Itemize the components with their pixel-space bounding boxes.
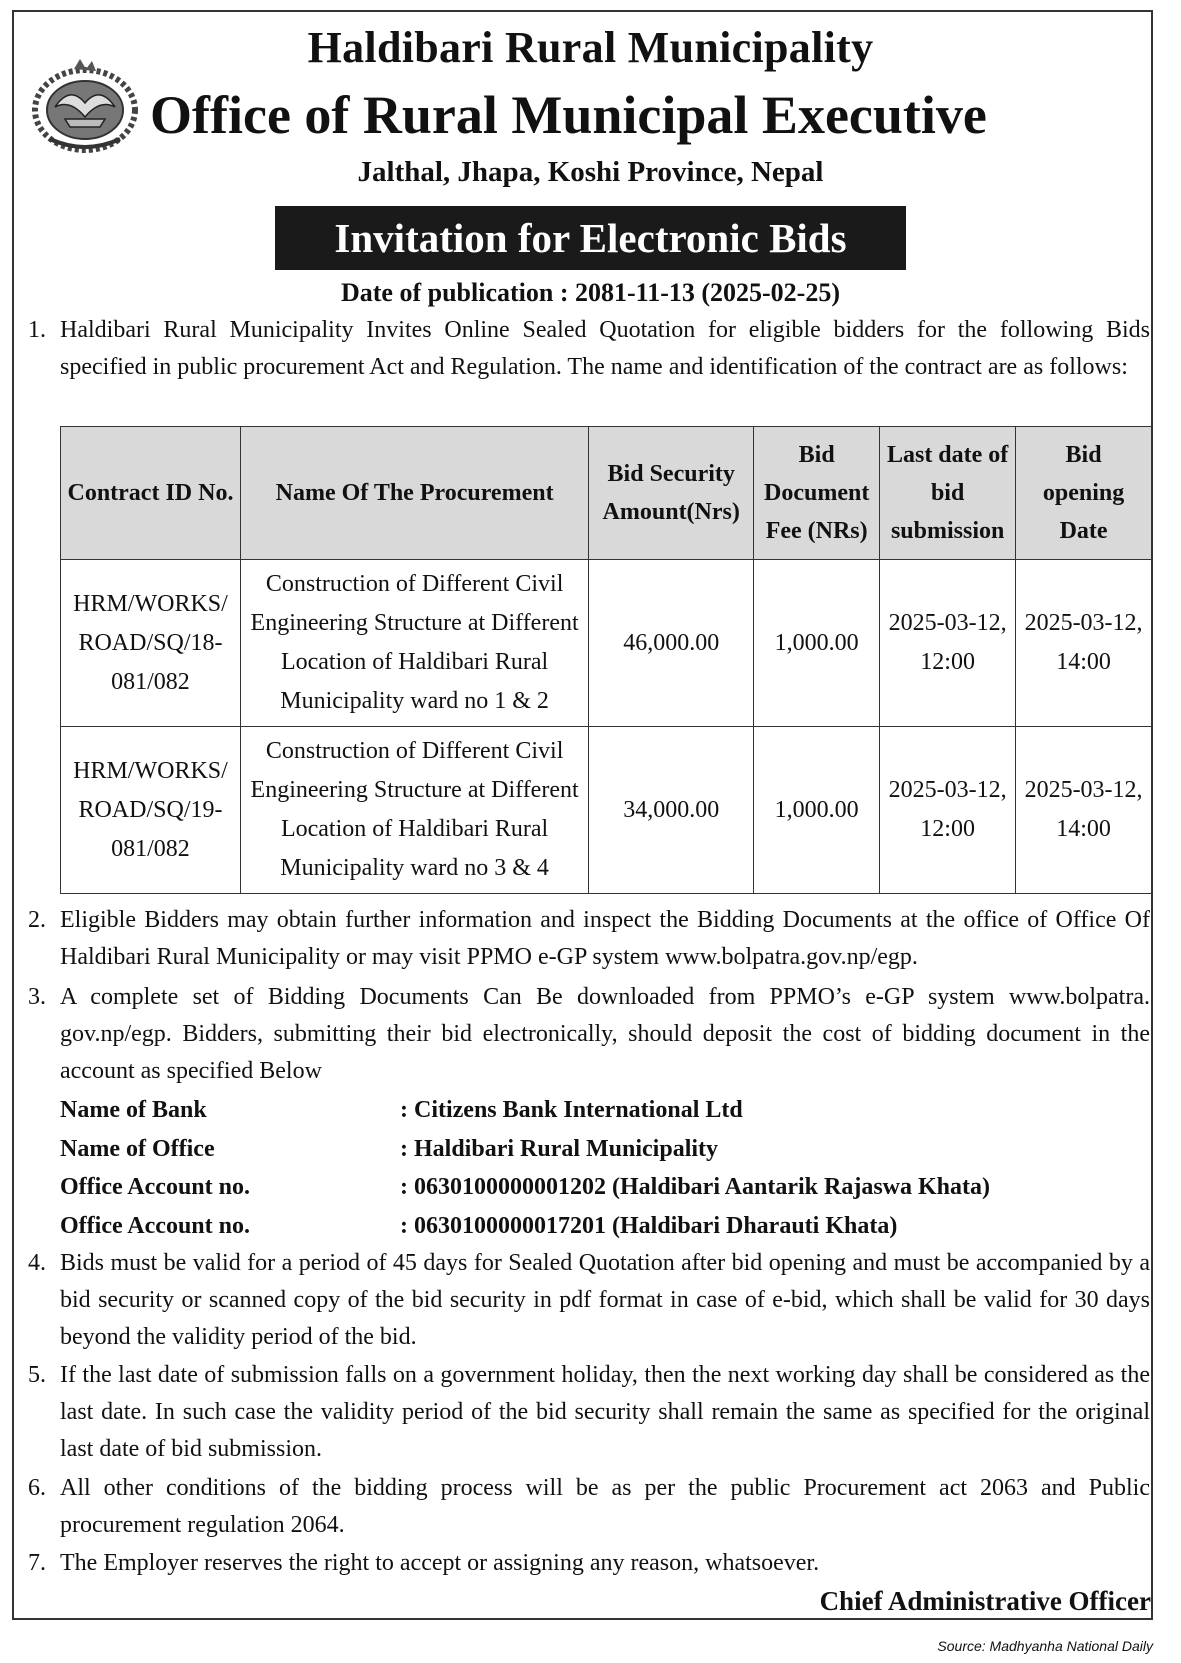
cell-contract-id: HRM/WORKS/ ROAD/SQ/18- 081/082 [61, 560, 241, 727]
bank-value: : Haldibari Rural Municipality [400, 1135, 719, 1162]
cell-bid-security: 34,000.00 [589, 727, 754, 894]
notice-title-banner: Invitation for Electronic Bids [275, 206, 906, 270]
publication-date: Date of publication : 2081-11-13 (2025-02-25) [340, 278, 840, 307]
clause-number: 3. [28, 984, 46, 1010]
table-row [61, 727, 1152, 894]
clause-2 [28, 902, 1150, 976]
office-name: Office of Rural Municipal Executive [150, 85, 987, 145]
bank-label: Office Account no. [60, 1212, 250, 1239]
clause-number: 5. [28, 1362, 46, 1388]
clause-5 [28, 1357, 1150, 1468]
bank-label: Name of Office [60, 1135, 215, 1162]
clause-number: 2. [28, 907, 46, 933]
cell-procurement-name: Construction of Different Civil Engineering Structure at Different Location of Haldibari Rural Municipality ward no 1 & 2 [240, 560, 588, 727]
bank-value: : 0630100000017201 (Haldibari Dharauti Khata) [400, 1212, 898, 1239]
header-document-fee: Bid Document Fee (NRs) [754, 427, 880, 560]
cell-last-date: 2025-03-12, 12:00 [880, 560, 1016, 727]
clause-text: Haldibari Rural Municipality Invites Online Sealed Quotation for eligible bidders for the following Bids specified in public procurement Act and Regulation. The name and identification of the contract are as follows: [60, 317, 1150, 380]
cell-bid-security: 46,000.00 [589, 560, 754, 727]
bank-row [60, 1091, 990, 1130]
clause-number: 4. [28, 1250, 46, 1276]
clause-4 [28, 1245, 1150, 1356]
bank-row [60, 1207, 990, 1246]
cell-contract-id: HRM/WORKS/ ROAD/SQ/19- 081/082 [61, 727, 241, 894]
bank-value: : 0630100000001202 (Haldibari Aantarik Rajaswa Khata) [400, 1174, 991, 1200]
header-opening-date: Bid opening Date [1016, 427, 1152, 560]
cell-opening-date: 2025-03-12, 14:00 [1016, 560, 1152, 727]
clause-text: Bids must be valid for a period of 45 days for Sealed Quotation after bid opening and must be accompanied by a bid security or scanned copy of the bid security in pdf format in case of e-bid, which shall be valid for 30 days beyond the validity period of the bid. [60, 1250, 1150, 1350]
clause-number: 7. [28, 1550, 46, 1576]
clause-number: 1. [28, 317, 46, 343]
signatory-title: Chief Administrative Officer [819, 1586, 1151, 1616]
bank-label: Office Account no. [60, 1174, 250, 1200]
clause-7 [28, 1545, 1150, 1582]
clause-text: If the last date of submission falls on a government holiday, then the next working day shall be considered as the last date. In such case the validity period of the bid security shall remain the same as specified for the original last date of bid submission. [60, 1362, 1150, 1462]
bids-table [60, 426, 1152, 894]
bank-value: : Citizens Bank International Ltd [400, 1097, 743, 1123]
bank-row [60, 1168, 990, 1207]
clause-3 [28, 979, 1150, 1090]
table-row [61, 560, 1152, 727]
cell-document-fee: 1,000.00 [754, 727, 880, 894]
clause-6 [28, 1470, 1150, 1544]
header-last-date: Last date of bid submission [880, 427, 1016, 560]
clause-text: Eligible Bidders may obtain further information and inspect the Bidding Documents at the office of Office Of Haldibari Rural Municipality or may visit PPMO e-GP system www.bolpatra.gov.np/egp. [60, 907, 1150, 970]
cell-opening-date: 2025-03-12, 14:00 [1016, 727, 1152, 894]
bank-details [60, 1091, 990, 1245]
header-contract-id: Contract ID No. [61, 427, 241, 560]
table-header-row [61, 427, 1152, 560]
bank-label: Name of Bank [60, 1097, 207, 1123]
source-credit: Source: Madhyanha National Daily [937, 1638, 1153, 1654]
bank-row [60, 1130, 990, 1169]
cell-last-date: 2025-03-12, 12:00 [880, 727, 1016, 894]
office-address: Jalthal, Jhapa, Koshi Province, Nepal [357, 156, 824, 188]
clause-1 [28, 312, 1150, 386]
clause-text: All other conditions of the bidding process will be as per the public Procurement act 2063 and Public procurement regulation 2064. [60, 1475, 1150, 1538]
clause-text: A complete set of Bidding Documents Can Be downloaded from PPMO’s e-GP system www.bolpatra. gov.np/egp. Bidders, submitting their bid electronically, should deposit the cost of bidding document in the account as specified Below [60, 984, 1150, 1084]
clause-text: The Employer reserves the right to accept or assigning any reason, whatsoever. [60, 1550, 820, 1576]
clause-number: 6. [28, 1475, 46, 1501]
cell-document-fee: 1,000.00 [754, 560, 880, 727]
municipality-name: Haldibari Rural Municipality [307, 23, 874, 72]
cell-procurement-name: Construction of Different Civil Engineering Structure at Different Location of Haldibari Rural Municipality ward no 3 & 4 [240, 727, 588, 894]
header-procurement-name: Name Of The Procurement [240, 427, 588, 560]
header-bid-security: Bid Security Amount(Nrs) [589, 427, 754, 560]
